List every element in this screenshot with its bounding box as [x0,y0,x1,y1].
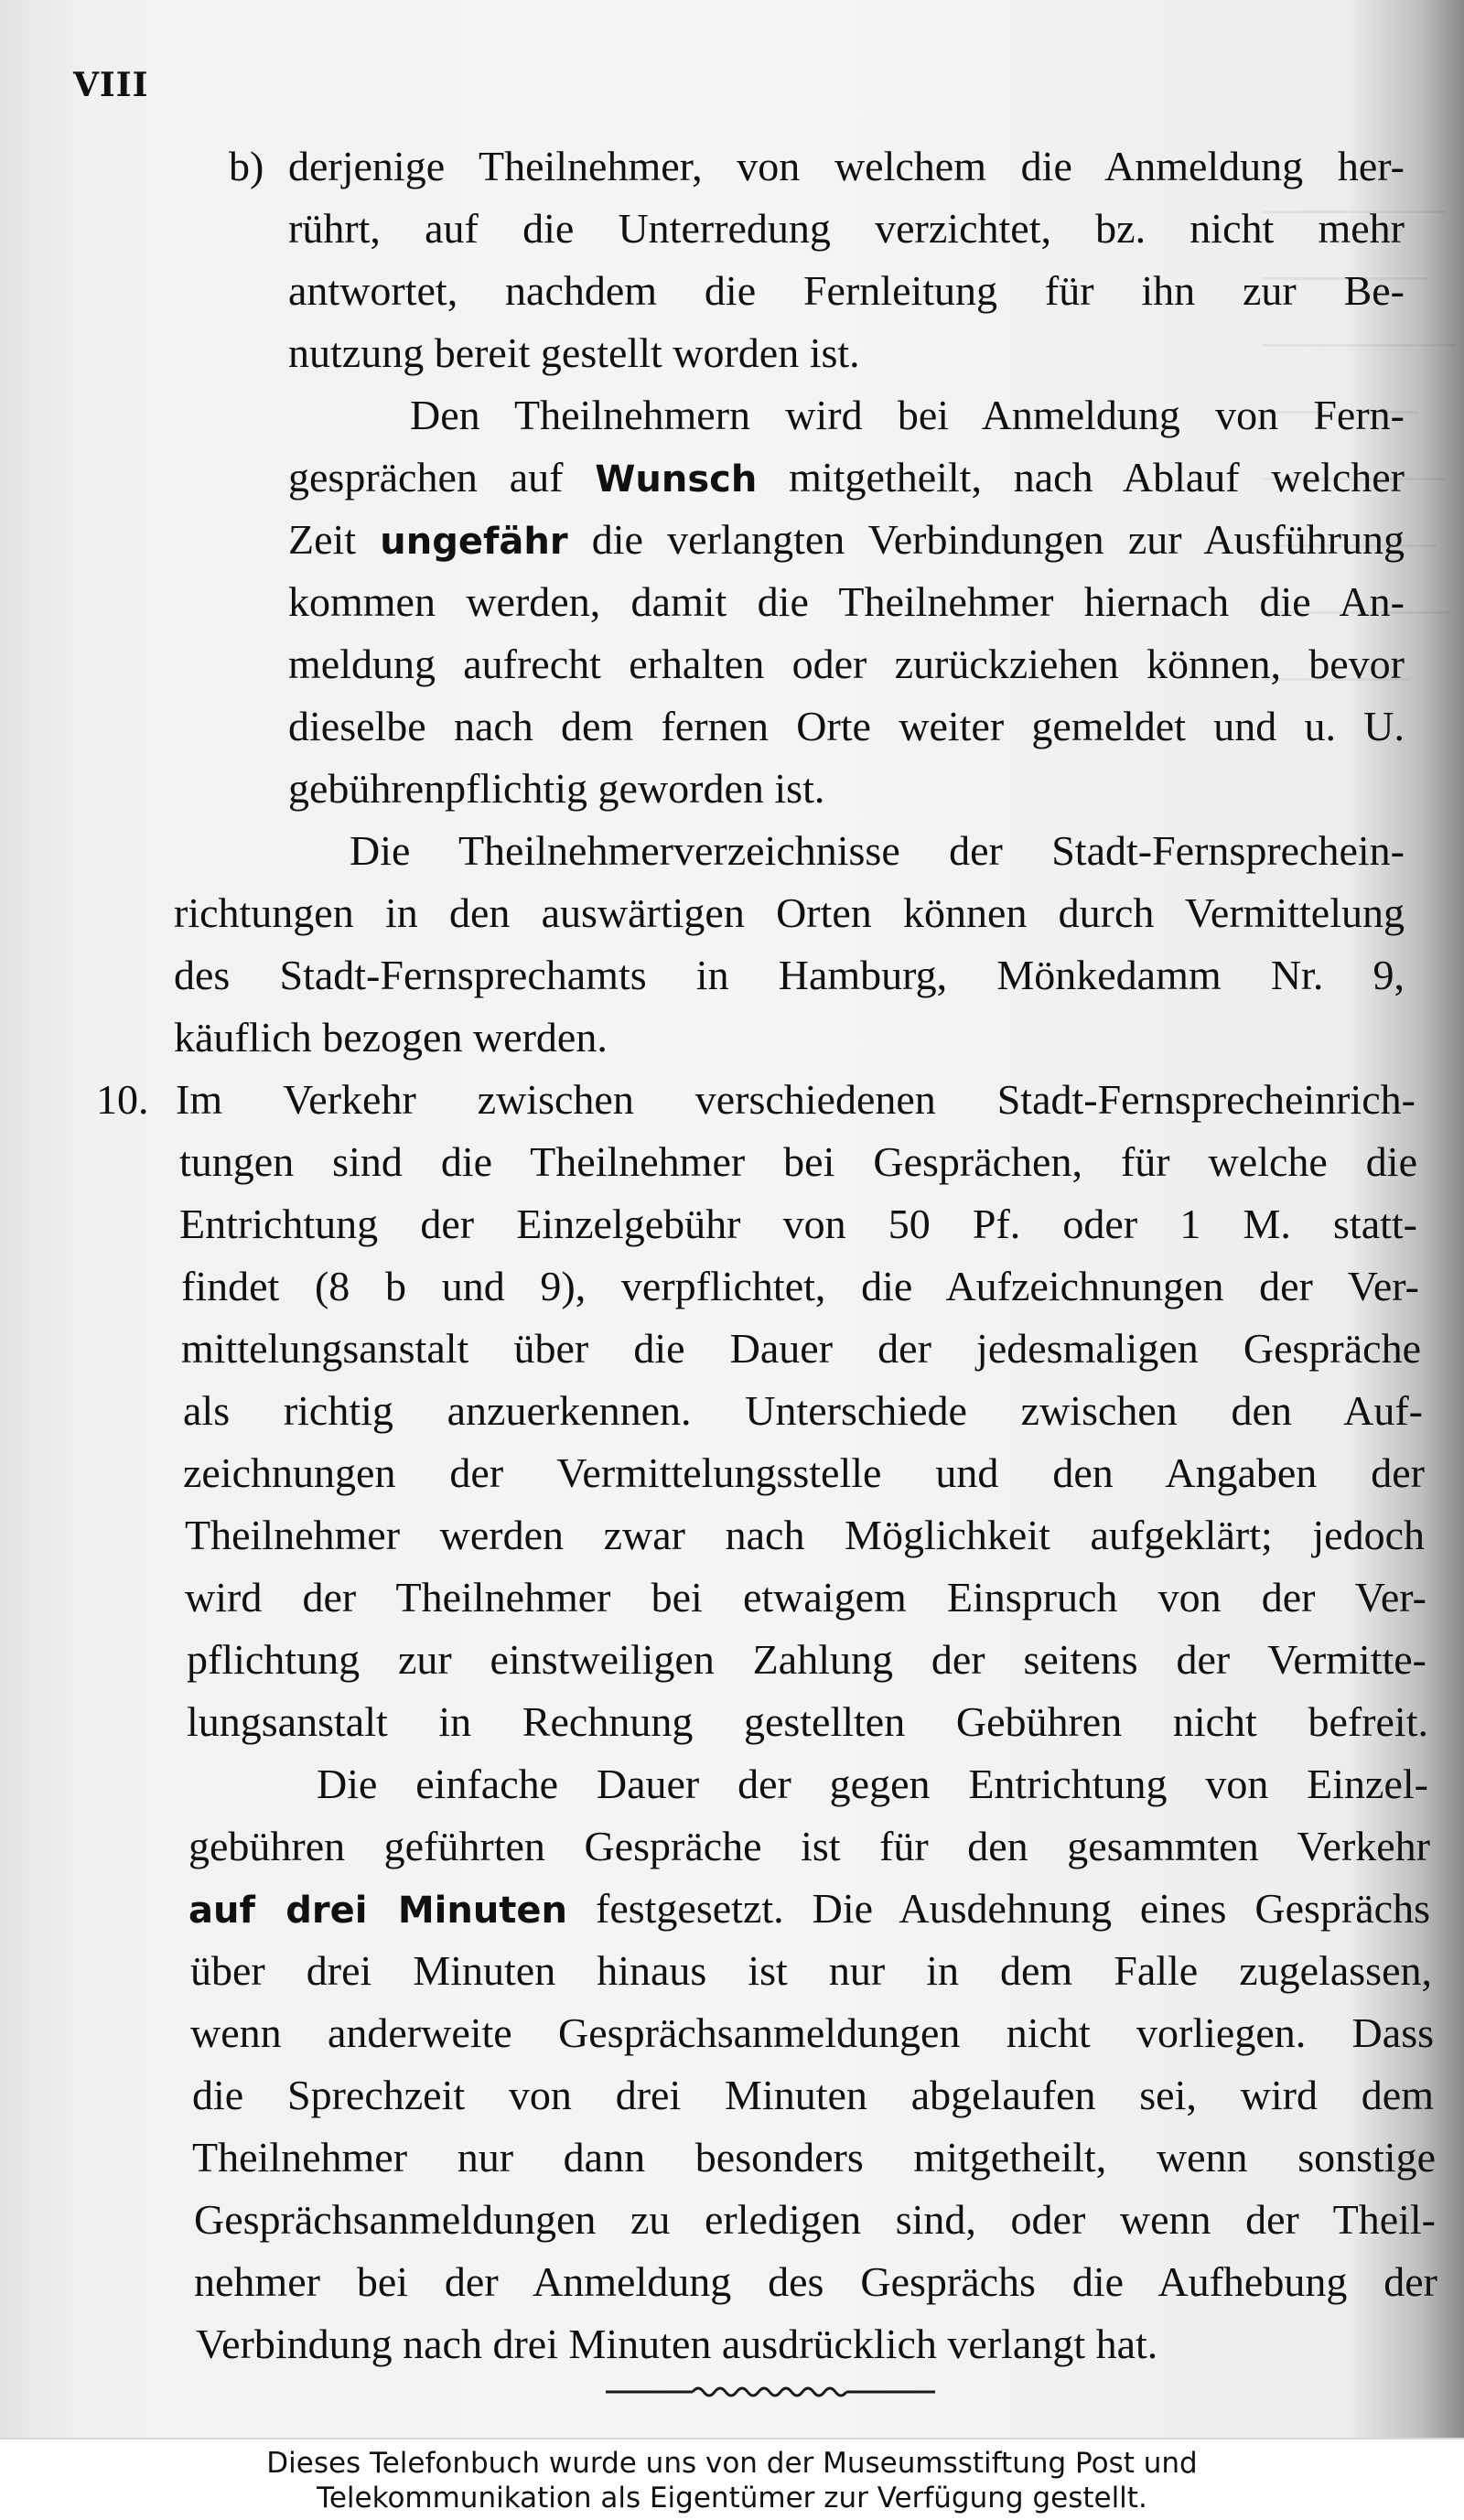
text-line: Gesprächsanmeldungen zu erledigen sind, oder wenn der Theil- [194,2196,1436,2243]
text-line: Theilnehmer nur dann besonders mitgetheilt, wenn sonstige [192,2134,1436,2181]
footer-line: Dieses Telefonbuch wurde uns von der Museumsstiftung Post und [266,2447,1198,2480]
text-line: kommen werden, damit die Theilnehmer hiernach die An- [288,578,1405,625]
text-line: meldung aufrecht erhalten oder zurückziehen können, bevor [288,641,1405,687]
text-line: Im Verkehr zwischen verschiedenen Stadt-Fernsprecheinrich- [176,1076,1416,1123]
text-line: wird der Theilnehmer bei etwaigem Einspruch von der Ver- [185,1574,1426,1621]
text-line: Theilnehmer werden zwar nach Möglichkeit aufgeklärt; jedoch [185,1512,1425,1558]
text-line: antwortet, nachdem die Fernleitung für ihn zur Be- [288,267,1405,314]
text-line: gebührenpflichtig geworden ist. [288,765,825,812]
text-line: Die Theilnehmerverzeichnisse der Stadt-Fernsprechein- [350,827,1405,874]
text-line: mittelungsanstalt über die Dauer der jedesmaligen Gespräche [181,1325,1421,1372]
text-line: Die einfache Dauer der gegen Entrichtung von Einzel- [317,1761,1428,1807]
text-line: derjenige Theilnehmer, von welchem die Anmeldung her- [288,143,1405,189]
text-line-with-emphasis [188,1885,1430,1934]
text-line: gebühren geführten Gespräche ist für den gesammten Verkehr [188,1823,1430,1869]
footer-line: Telekommunikation als Eigentümer zur Verfügung gestellt. [317,2482,1147,2515]
emphasis-text: auf drei Minuten [188,1890,568,1932]
text-run: festgesetzt. Die Ausdehnung eines Gesprächs [567,1885,1431,1932]
text-line: rührt, auf die Unterredung verzichtet, bz. nicht mehr [288,205,1405,252]
text-line: käuflich bezogen werden. [174,1014,608,1061]
text-line: Den Theilnehmern wird bei Anmeldung von Fern- [410,392,1405,438]
text-run: mitgetheilt, nach Ablauf welcher [757,454,1405,501]
text-line: wenn anderweite Gesprächsanmeldungen nicht vorliegen. Dass [190,2009,1434,2056]
text-line: dieselbe nach dem fernen Orte weiter gemeldet und u. U. [288,703,1405,749]
emphasis-text: Wunsch [595,458,758,501]
decorative-rule [606,2382,935,2402]
text-line: lungsanstalt in Rechnung gestellten Gebühren nicht befreit. [187,1698,1428,1745]
text-line: findet (8 b und 9), verpflichtet, die Aufzeichnungen der Ver- [181,1263,1419,1309]
section-10-marker: 10. [96,1076,149,1123]
text-line: Entrichtung der Einzelgebühr von 50 Pf. oder 1 M. statt- [179,1201,1417,1247]
text-line: als richtig anzuerkennen. Unterschiede zwischen den Auf- [183,1387,1423,1434]
text-line-with-emphasis [288,516,1405,565]
text-run: Zeit [288,516,381,563]
text-run: gesprächen auf [288,454,596,501]
text-line: Verbindung nach drei Minuten ausdrücklich verlangt hat. [196,2321,1158,2367]
text-line: nutzung bereit gestellt worden ist. [288,329,860,376]
text-line: richtungen in den auswärtigen Orten können durch Vermittelung [174,889,1405,936]
section-b-marker: b) [229,143,264,189]
text-line: nehmer bei der Anmeldung des Gesprächs die Aufhebung der [194,2258,1437,2305]
text-run: die verlangten Verbindungen zur Ausführung [567,516,1405,563]
text-line: zeichnungen der Vermittelungsstelle und den Angaben der [183,1449,1425,1496]
attribution-footer [0,2438,1464,2520]
text-line-with-emphasis [288,454,1405,503]
text-line: tungen sind die Theilnehmer bei Gesprächen, für welche die [179,1138,1417,1185]
text-line: pflichtung zur einstweiligen Zahlung der seitens der Vermitte- [187,1636,1426,1683]
emphasis-text: ungefähr [380,521,568,563]
text-line: des Stadt-Fernsprechamts in Hamburg, Mönkedamm Nr. 9, [174,952,1405,998]
text-line: die Sprechzeit von drei Minuten abgelaufen sei, wird dem [192,2072,1434,2118]
text-line: über drei Minuten hinaus ist nur in dem Falle zugelassen, [190,1947,1432,1994]
page-number: VIII [73,66,149,104]
